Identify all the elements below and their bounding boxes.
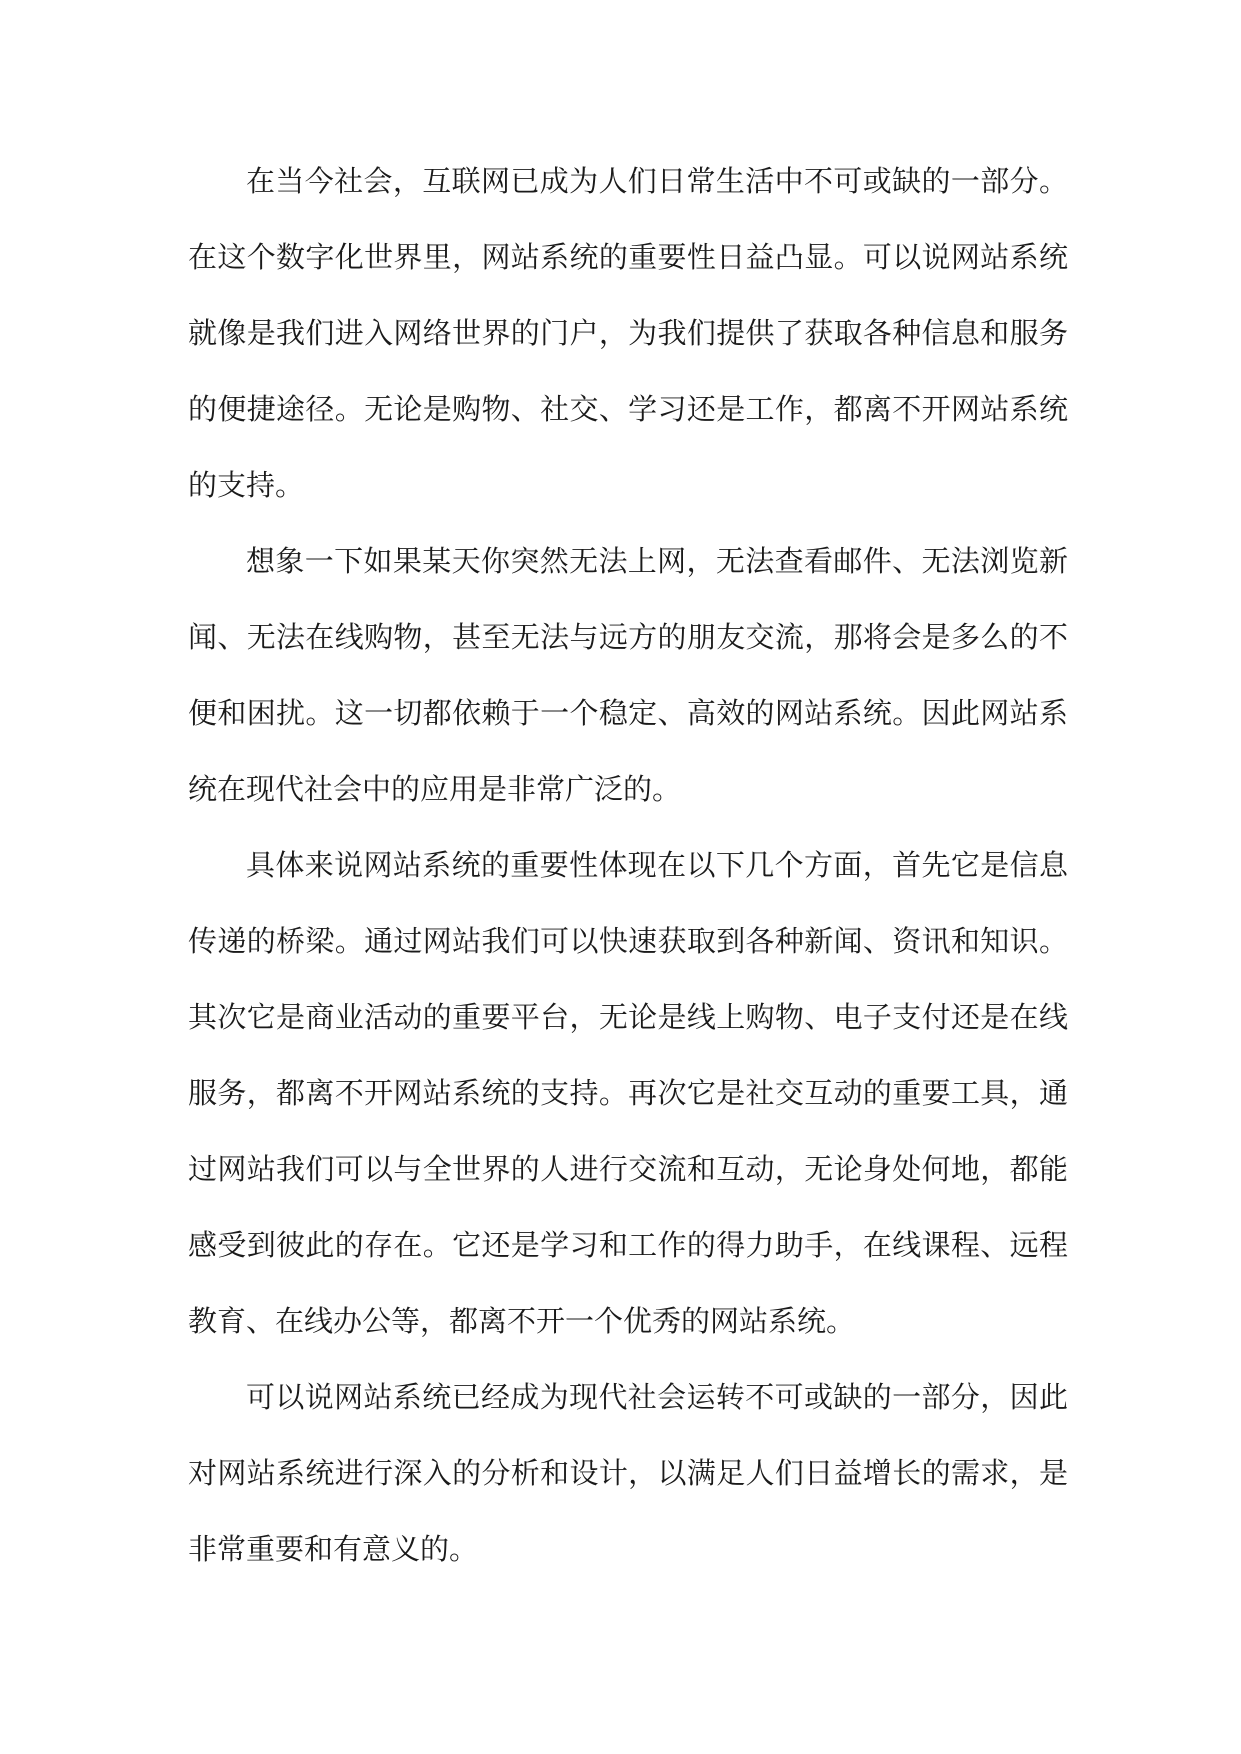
paragraph: 在当今社会，互联网已成为人们日常生活中不可或缺的一部分。在这个数字化世界里，网站系统的重要性日益凸显。可以说网站系统就像是我们进入网络世界的门户，为我们提供了获取各种信息和服务的便捷途径。无论是购物、社交、学习还是工作，都离不开网站系统的支持。 <box>188 164 1068 502</box>
paragraph: 可以说网站系统已经成为现代社会运转不可或缺的一部分，因此对网站系统进行深入的分析和设计，以满足人们日益增长的需求，是非常重要和有意义的。 <box>188 1380 1068 1566</box>
document-body <box>188 143 1068 1587</box>
paragraph: 想象一下如果某天你突然无法上网，无法查看邮件、无法浏览新闻、无法在线购物，甚至无法与远方的朋友交流，那将会是多么的不便和困扰。这一切都依赖于一个稳定、高效的网站系统。因此网站系统在现代社会中的应用是非常广泛的。 <box>188 544 1068 806</box>
paragraph: 具体来说网站系统的重要性体现在以下几个方面，首先它是信息传递的桥梁。通过网站我们可以快速获取到各种新闻、资讯和知识。其次它是商业活动的重要平台，无论是线上购物、电子支付还是在线服务，都离不开网站系统的支持。再次它是社交互动的重要工具，通过网站我们可以与全世界的人进行交流和互动，无论身处何地，都能感受到彼此的存在。它还是学习和工作的得力助手，在线课程、远程教育、在线办公等，都离不开一个优秀的网站系统。 <box>188 848 1068 1338</box>
